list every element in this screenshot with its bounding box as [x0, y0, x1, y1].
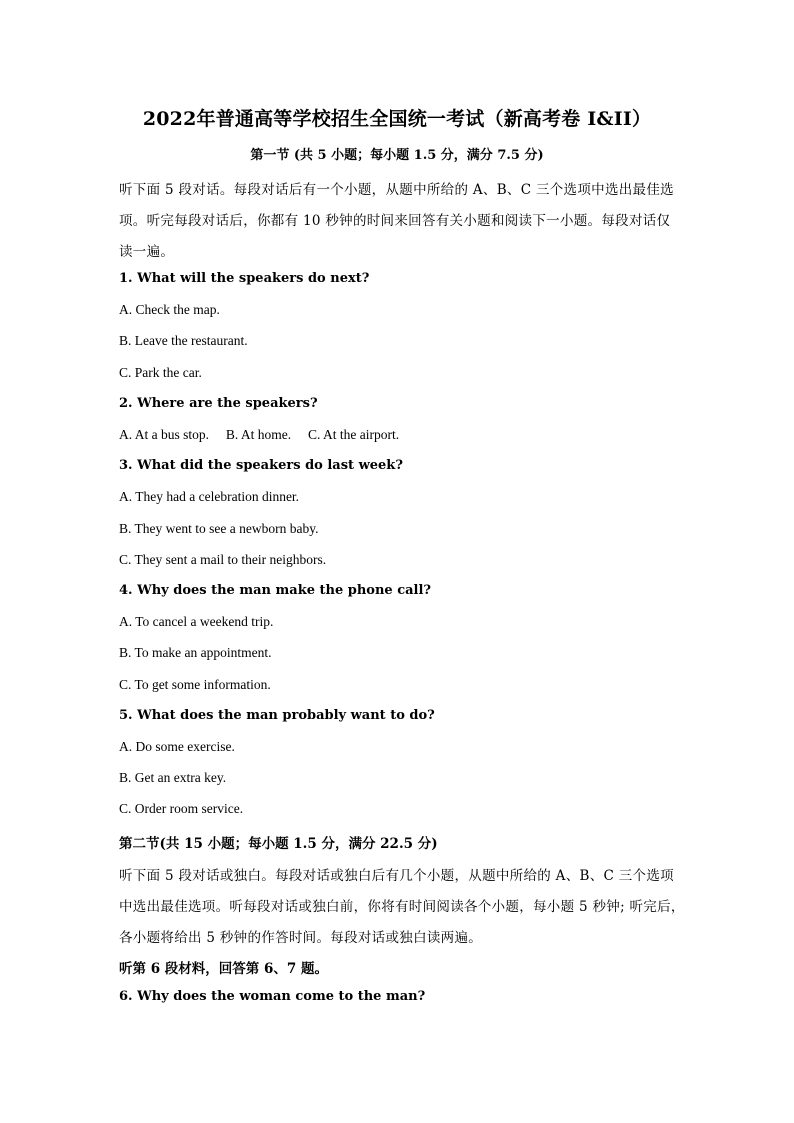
question-4-option-c: C. To get some information. — [119, 677, 271, 692]
section1-heading: 第一节 (共 5 小题；每小题 1.5 分，满分 7.5 分) — [250, 148, 544, 163]
question-4: 4. Why does the man make the phone call? — [119, 583, 432, 598]
section2-instruction-line: 中选出最佳选项。听每段对话或独白前，你将有时间阅读各个小题，每小题 5 秒钟; 听完后， — [119, 899, 685, 915]
question-2-options: A. At a bus stop. B. At home. C. At the airport. — [119, 427, 400, 442]
question-5: 5. What does the man probably want to do? — [119, 708, 435, 723]
question-1-option-a: A. Check the map. — [119, 302, 220, 317]
question-3-option-a: A. They had a celebration dinner. — [119, 489, 300, 504]
question-6: 6. Why does the woman come to the man? — [119, 989, 426, 1004]
section1-instruction-line: 读一遍。 — [119, 244, 175, 260]
exam-title: 2022年普通高等学校招生全国统一考试（新高考卷 I&II） — [142, 108, 652, 130]
question-4-option-a: A. To cancel a weekend trip. — [119, 614, 274, 629]
question-1-option-c: C. Park the car. — [119, 365, 202, 380]
question-3: 3. What did the speakers do last week? — [119, 458, 403, 473]
section2-instruction-line: 听下面 5 段对话或独白。每段对话或独白后有几个小题，从题中所给的 A、B、C 三个选项 — [119, 868, 674, 884]
question-4-option-b: B. To make an appointment. — [119, 645, 272, 660]
section1-instruction-line: 项。听完每段对话后，你都有 10 秒钟的时间来回答有关小题和阅读下一小题。每段对话仅 — [119, 213, 671, 229]
question-5-option-a: A. Do some exercise. — [119, 739, 235, 754]
question-3-option-c: C. They sent a mail to their neighbors. — [119, 552, 327, 567]
section2-instruction-line: 各小题将给出 5 秒钟的作答时间。每段对话或独白读两遍。 — [119, 930, 483, 946]
question-1: 1. What will the speakers do next? — [119, 271, 370, 286]
question-5-option-c: C. Order room service. — [119, 801, 244, 816]
section1-instruction-line: 听下面 5 段对话。每段对话后有一个小题，从题中所给的 A、B、C 三个选项中选出最佳选 — [119, 182, 674, 198]
section2-heading: 第二节(共 15 小题；每小题 1.5 分，满分 22.5 分) — [119, 836, 438, 852]
question-1-option-b: B. Leave the restaurant. — [119, 333, 248, 348]
question-2: 2. Where are the speakers? — [119, 396, 318, 411]
question-5-option-b: B. Get an extra key. — [119, 770, 227, 785]
material-6-heading: 听第 6 段材料，回答第 6、7 题。 — [119, 961, 328, 977]
question-3-option-b: B. They went to see a newborn baby. — [119, 521, 319, 536]
